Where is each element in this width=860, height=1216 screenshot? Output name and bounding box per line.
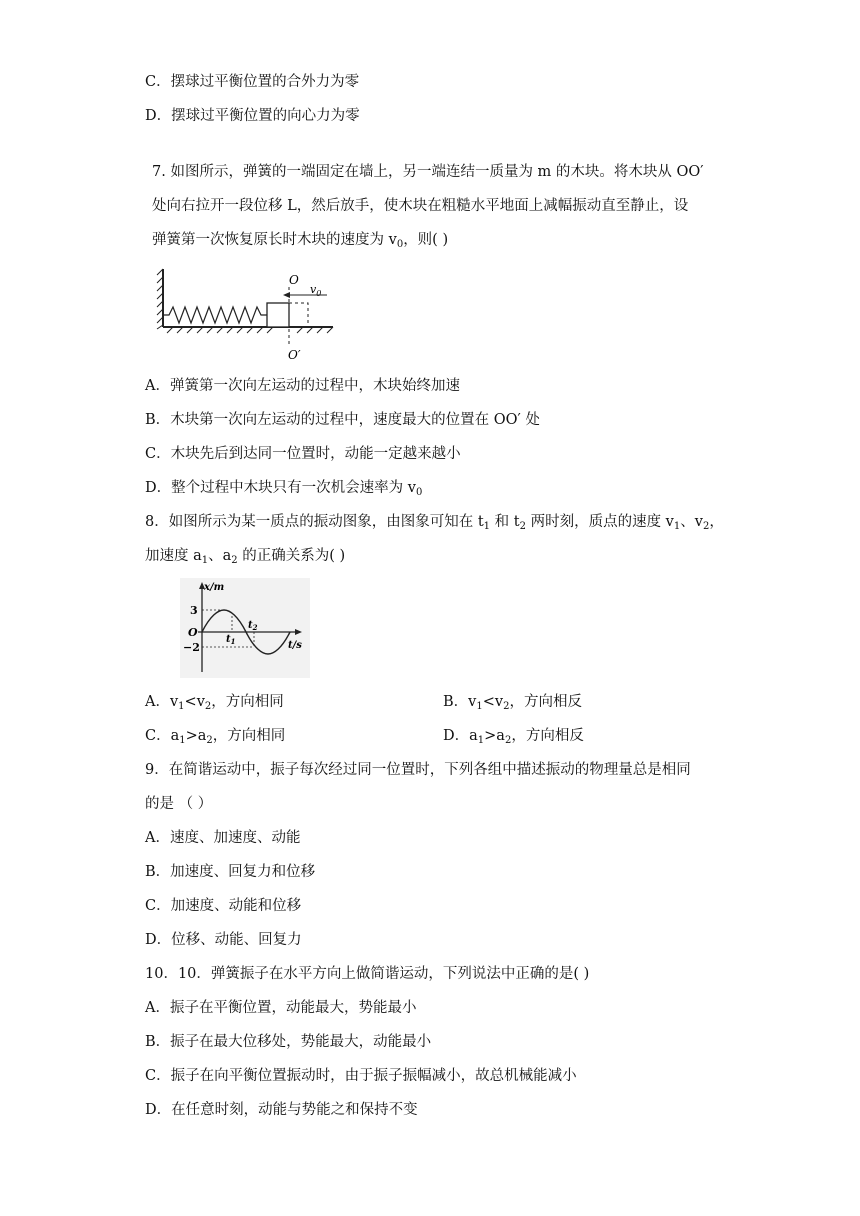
q8-option-c: C．$a_1>a_2$，方向相同: [145, 728, 286, 746]
q8-graph-ylabel: x/m: [204, 582, 225, 593]
q10-option-b: B．振子在最大位移处，势能最大，动能最小: [145, 1034, 432, 1050]
q10-option-d: D．在任意时刻，动能与势能之和保持不变: [145, 1102, 418, 1118]
q9-option-d: D．位移、动能、回复力: [145, 932, 302, 948]
q8-graph-y-tick-neg2: −2: [183, 641, 200, 654]
q8-graph-y-tick-3: 3: [190, 604, 198, 617]
q8-option-b: B．$v_1<v_2$，方向相反: [443, 694, 582, 712]
q7-figure-label-o-prime: O′: [288, 348, 301, 362]
q8-graph-t1-label: $t_1$: [226, 634, 236, 646]
q8-option-d: D．$a_1>a_2$，方向相反: [443, 728, 584, 746]
q10-option-a: A．振子在平衡位置，动能最大，势能最小: [145, 1000, 417, 1016]
q9-stem-line-1: 9．在简谐运动中，振子每次经过同一位置时，下列各组中描述振动的物理量总是相同: [145, 762, 691, 778]
q7-option-c: C．木块先后到达同一位置时，动能一定越来越小: [145, 446, 461, 462]
q9-option-c: C．加速度、动能和位移: [145, 898, 302, 914]
q10-option-c: C．振子在向平衡位置振动时，由于振子振幅减小，故总机械能减小: [145, 1068, 577, 1084]
q7-figure-label-o: O: [289, 273, 299, 287]
q9-option-a: A．速度、加速度、动能: [145, 830, 301, 846]
q8-graph-xlabel: t/s: [288, 640, 302, 651]
q9-option-b: B．加速度、回复力和位移: [145, 864, 316, 880]
q7-stem-line-1: 7. 如图所示，弹簧的一端固定在墙上，另一端连结一质量为 m 的木块。将木块从 OO′: [152, 164, 704, 180]
q7-stem-line-2: 处向右拉开一段位移 L，然后放手，使木块在粗糙水平地面上减幅振动直至静止，设: [152, 198, 689, 214]
q7-option-b: B．木块第一次向左运动的过程中，速度最大的位置在 OO′ 处: [145, 412, 540, 428]
q7-stem-line-3: 弹簧第一次恢复原长时木块的速度为 $v_0$，则( ): [152, 232, 449, 250]
q7-spring-block-figure: [155, 265, 340, 363]
q7-figure-label-v: $v_0$: [310, 283, 322, 298]
q8-stem-line-2: 加速度 $a_1$、$a_2$ 的正确关系为( ): [145, 548, 346, 566]
q10-stem: 10．10．弹簧振子在水平方向上做简谐运动，下列说法中正确的是( ): [145, 966, 590, 982]
q6-option-d: D．摆球过平衡位置的向心力为零: [145, 108, 360, 124]
q8-vibration-graph: [180, 578, 310, 678]
q8-graph-t2-label: $t_2$: [248, 620, 258, 632]
q6-option-c: C．摆球过平衡位置的合外力为零: [145, 74, 360, 90]
q8-option-a: A．$v_1<v_2$，方向相同: [145, 694, 284, 712]
q8-graph-origin: O: [188, 626, 198, 639]
q9-stem-line-2: 的是 （ ）: [145, 796, 213, 812]
q8-stem-line-1: 8．如图所示为某一质点的振动图象，由图象可知在 $t_1$ 和 $t_2$ 两时刻，质点的速度 $v_1$、$v_2$，: [145, 514, 724, 532]
q7-option-a: A．弹簧第一次向左运动的过程中，木块始终加速: [145, 378, 460, 394]
q7-option-d: D．整个过程中木块只有一次机会速率为 $v_0$: [145, 480, 423, 498]
